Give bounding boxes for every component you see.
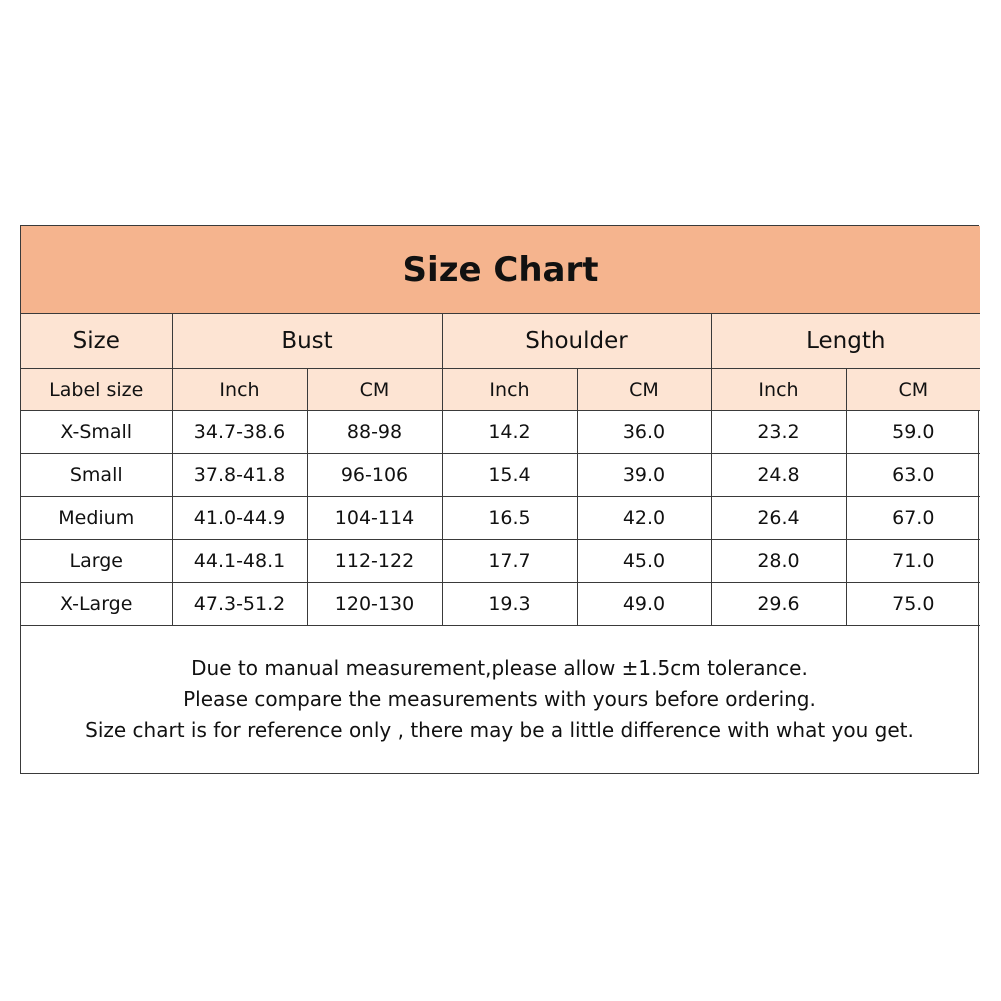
cell-length-cm: 63.0 [846, 454, 980, 497]
table-row [21, 497, 980, 540]
note-line: Please compare the measurements with yours before ordering. [183, 687, 816, 711]
cell-length-cm: 75.0 [846, 583, 980, 626]
cell-bust-inch: 47.3-51.2 [172, 583, 307, 626]
cell-bust-cm: 96-106 [307, 454, 442, 497]
cell-length-cm: 71.0 [846, 540, 980, 583]
cell-shoulder-inch: 14.2 [442, 411, 577, 454]
cell-bust-cm: 120-130 [307, 583, 442, 626]
cell-shoulder-cm: 49.0 [577, 583, 711, 626]
title-row [21, 226, 980, 314]
cell-length-cm: 59.0 [846, 411, 980, 454]
cell-shoulder-inch: 16.5 [442, 497, 577, 540]
cell-shoulder-inch: 17.7 [442, 540, 577, 583]
header-shoulder: Shoulder [442, 314, 711, 369]
cell-label: Large [21, 540, 172, 583]
chart-title: Size Chart [21, 226, 980, 314]
cell-label: X-Large [21, 583, 172, 626]
note-line: Size chart is for reference only , there may be a little difference with what you get. [85, 718, 914, 742]
header-length-cm: CM [846, 369, 980, 411]
header-bust-inch: Inch [172, 369, 307, 411]
cell-bust-inch: 41.0-44.9 [172, 497, 307, 540]
header-shoulder-cm: CM [577, 369, 711, 411]
header-bust: Bust [172, 314, 442, 369]
cell-label: X-Small [21, 411, 172, 454]
header-length-inch: Inch [711, 369, 846, 411]
cell-bust-inch: 37.8-41.8 [172, 454, 307, 497]
cell-bust-cm: 104-114 [307, 497, 442, 540]
cell-shoulder-cm: 39.0 [577, 454, 711, 497]
cell-label: Medium [21, 497, 172, 540]
header-size: Size [21, 314, 172, 369]
cell-shoulder-inch: 15.4 [442, 454, 577, 497]
cell-shoulder-cm: 45.0 [577, 540, 711, 583]
cell-bust-inch: 44.1-48.1 [172, 540, 307, 583]
cell-shoulder-inch: 19.3 [442, 583, 577, 626]
cell-shoulder-cm: 42.0 [577, 497, 711, 540]
header-length: Length [711, 314, 980, 369]
group-header-row [21, 314, 980, 369]
cell-length-inch: 26.4 [711, 497, 846, 540]
cell-bust-cm: 112-122 [307, 540, 442, 583]
cell-length-inch: 24.8 [711, 454, 846, 497]
table-row [21, 411, 980, 454]
table-row [21, 540, 980, 583]
header-bust-cm: CM [307, 369, 442, 411]
cell-bust-cm: 88-98 [307, 411, 442, 454]
unit-header-row [21, 369, 980, 411]
size-chart [20, 225, 979, 774]
notes-section [21, 626, 978, 773]
size-table [21, 226, 980, 626]
header-shoulder-inch: Inch [442, 369, 577, 411]
cell-length-inch: 28.0 [711, 540, 846, 583]
header-label-size: Label size [21, 369, 172, 411]
table-row [21, 583, 980, 626]
cell-label: Small [21, 454, 172, 497]
note-line: Due to manual measurement,please allow ±1.5cm tolerance. [191, 656, 808, 680]
table-row [21, 454, 980, 497]
cell-length-inch: 29.6 [711, 583, 846, 626]
cell-length-cm: 67.0 [846, 497, 980, 540]
cell-bust-inch: 34.7-38.6 [172, 411, 307, 454]
cell-shoulder-cm: 36.0 [577, 411, 711, 454]
cell-length-inch: 23.2 [711, 411, 846, 454]
